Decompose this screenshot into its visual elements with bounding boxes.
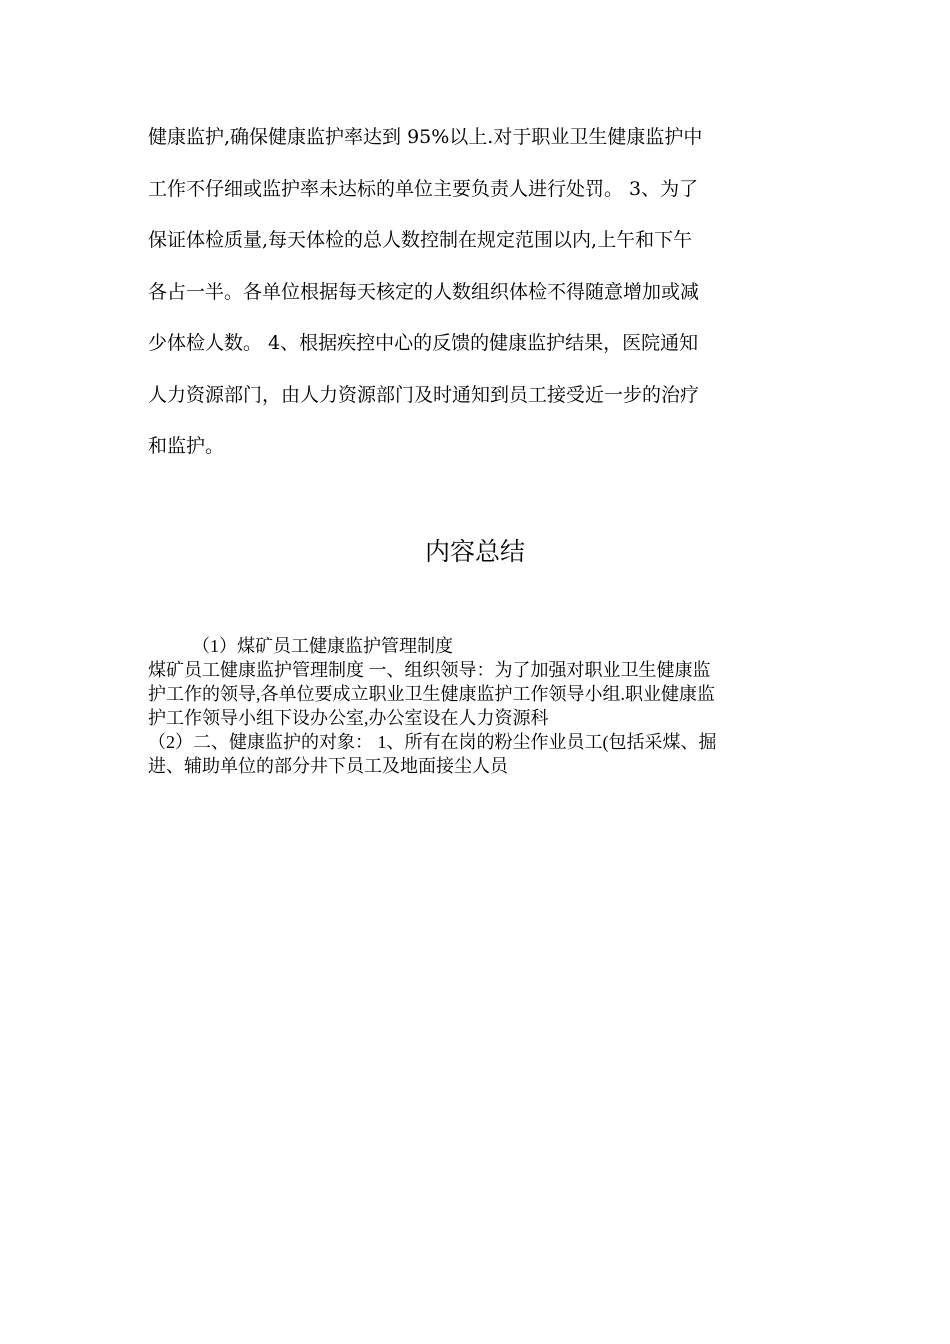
summary-line: 进、辅助单位的部分井下员工及地面接尘人员 [148, 756, 508, 776]
body-line: 保证体检质量,每天体检的总人数控制在规定范围以内,上午和下午 [148, 229, 693, 251]
body-line: 健康监护,确保健康监护率达到 95%以上.对于职业卫生健康监护中 [148, 126, 703, 148]
body-line: 和监护。 [148, 435, 225, 457]
summary-section [148, 634, 808, 778]
body-line: 工作不仔细或监护率未达标的单位主要负责人进行处罚。 3、为了 [148, 177, 699, 200]
summary-line: 煤矿员工健康监护管理制度 一、组织领导：为了加强对职业卫生健康监 [148, 660, 711, 680]
body-line: 各占一半。各单位根据每天核定的人数组织体检不得随意增加或减 [148, 280, 700, 303]
summary-line: 护工作领导小组下设办公室,办公室设在人力资源科 [148, 708, 549, 728]
summary-line: （2）二、健康监护的对象： 1、所有在岗的粉尘作业员工(包括采煤、掘 [148, 732, 717, 752]
summary-item-title: （1）煤矿员工健康监护管理制度 [192, 636, 453, 656]
summary-line: 护工作的领导,各单位要成立职业卫生健康监护工作领导小组.职业健康监 [148, 684, 715, 704]
summary-heading: 内容总结 [424, 537, 525, 566]
body-line: 少体检人数。 4、根据疾控中心的反馈的健康监护结果，医院通知 [148, 332, 699, 354]
body-line: 人力资源部门，由人力资源部门及时通知到员工接受近一步的治疗 [148, 383, 700, 406]
body-paragraph [148, 118, 808, 479]
